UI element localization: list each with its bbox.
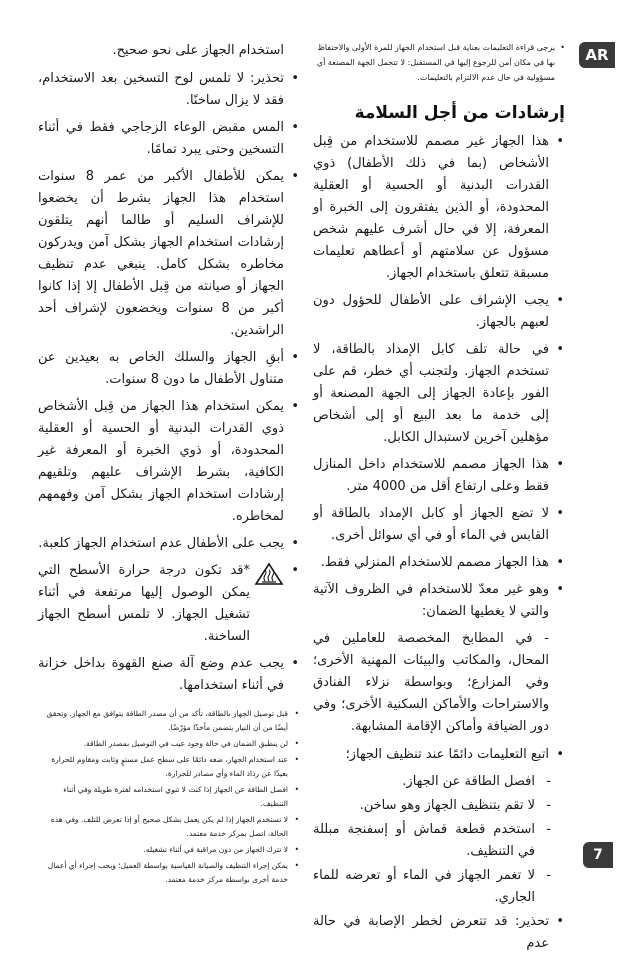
cleaning-step: - لا تقم بتنظيف الجهاز وهو ساخن. [313,795,565,817]
cleaning-step: - استخدم قطعة قماش أو إسفنجة مبللة في التنظيف. [313,819,565,863]
list-item: • يجب على الأطفال عدم استخدام الجهاز كلعبة. [38,533,300,555]
small-note: • لا تستخدم الجهاز إذا لم يكن يعمل بشكل صحيح أو إذا تعرض للتلف. وفي هذه الحالة، اتصل بمركز خدمة معتمد. [38,813,300,841]
small-note: • يمكن إجراء التنظيف والصيانة القياسية بواسطة العميل؛ ويجب إجراء أي أعمال خدمة أخرى بواسطة مركز خدمة معتمد. [38,859,300,887]
list-item: • هذا الجهاز مصمم للاستخدام المنزلي فقط. [313,552,565,574]
cleaning-title: • اتبع التعليمات دائمًا عند تنظيف الجهاز؛ [313,744,565,766]
hot-surface-icon [254,562,284,594]
cleaning-step: - لا تغمر الجهاز في الماء أو تعرضه للماء الجاري. [313,865,565,909]
list-item: • يجب عدم وضع آلة صنع القهوة بداخل خزانة في أثناء استخدامها. [38,653,300,697]
page-number: 7 [583,842,613,868]
list-item: • يمكن استخدام هذا الجهاز من قِبل الأشخاص ذوي القدرات البدنية أو الحسية أو العقلية المحدودة، أو ذوي الخبرة أو المعرفة غير الكافية، بشرط الإشراف عليهم وتلقيهم إرشادات استخدام الجهاز بشكل آمن وفهمهم لمخاطره. [38,396,300,528]
warnings-list [38,68,300,697]
list-item: • يجب الإشراف على الأطفال للحؤول دون لعبهم بالجهاز. [313,290,565,334]
cleaning-step: - افصل الطاقة عن الجهاز. [313,771,565,793]
list-item: • تحذير: قد تتعرض لخطر الإصابة في حالة عدم [313,911,565,955]
cleaning-list [313,744,565,955]
list-item: • أبقِ الجهاز والسلك الخاص به بعيدين عن متناول الأطفال ما دون 8 سنوات. [38,347,300,391]
list-item: • لا تضع الجهاز أو كابل الإمداد بالطاقة أو القابس في الماء أو في أي سوائل أخرى. [313,503,565,547]
small-notes-list [38,707,300,887]
list-item: • هذا الجهاز غير مصمم للاستخدام من قِبل الأشخاص (بما في ذلك الأطفال) ذوي القدرات البدنية أو الحسية أو العقلية المحدودة، أو الذين يفتقرون إلى الخبرة أو المعرفة، إلا في حال أشرف عليهم شخص مسؤول عن سلامتهم أو أعطاهم تعليمات مسبقة تتعلق باستخدام الجهاز. [313,131,565,285]
small-note: • عند استخدام الجهاز، ضعه دائمًا على سطح عمل مستوٍ وثابت ومقاوم للحرارة بعيدًا عن رذاذ الماء وأي مصادر للحرارة. [38,753,300,781]
hot-surface-text: • *قد تكون درجة حرارة الأسطح التي يمكن الوصول إليها مرتفعة في أثناء تشغيل الجهاز. لا تلمس أسطح الجهاز الساخنة. [38,563,250,644]
safety-list [313,131,565,623]
small-note: • لن ينطبق الضمان في حالة وجود عيب في التوصيل بمصدر الطاقة. [38,737,300,751]
list-item: • في حالة تلف كابل الإمداد بالطاقة، لا تستخدم الجهاز. ولتجنب أي خطر، قم على الفور بإعادة الجهاز إلى الجهة المصنعة أو إلى خدمة ما بعد البيع أو إلى أشخاص مؤهلين آخرين لاستبدال الكابل. [313,339,565,449]
small-note: • افصل الطاقة عن الجهاز إذا كنت لا تنوي استخدامه لفترة طويلة وفي أثناء التنظيف. [38,783,300,811]
list-item: • المس مقبض الوعاء الزجاجي فقط في أثناء التسخين وحتى يبرد تمامًا. [38,117,300,161]
list-item: • يمكن للأطفال الأكبر من عمر 8 سنوات استخدام هذا الجهاز بشرط أن يخضعوا للإشراف السليم أو طالما أنهم يتلقون إرشادات استخدام الجهاز بشكل آمن ويدركون مخاطره بشكل كامل. ينبغي عدم تنظيف الجهاز أو صيانته من قِبل الأطفال إلا إذا كانوا أكبر من 8 سنوات ويخضعون لإشراف أحد الراشدين. [38,166,300,342]
continued-text: استخدام الجهاز على نحو صحيح. [112,43,284,58]
right-column [313,40,565,951]
intro-note: • يرجى قراءة التعليمات بعناية قبل استخدام الجهاز للمرة الأولى والاحتفاظ بها في مكان آمن للرجوع إليها في المستقبل: لا تتحمل الجهة المصنعة أي مسؤولية في حال عدم الالتزام بالتعليمات. [313,40,565,85]
small-note: • قبل توصيل الجهاز بالطاقة، تأكد من أن مصدر الطاقة يتوافق مع الجهاز. وتحقق أيضًا من أن التيار يتضمن مأخذًا مؤرّضًا. [38,707,300,735]
list-item: • هذا الجهاز مصمم للاستخدام داخل المنازل فقط وعلى ارتفاع أقل من 4000 متر. [313,454,565,498]
list-item: • وهو غير معدّ للاستخدام في الظروف الآتية والتي لا يغطيها الضمان: [313,579,565,623]
safety-heading: إرشادات من أجل السلامة [354,103,565,123]
conditions-text: - في المطابخ المخصصة للعاملين في المحال، والمكاتب والبيئات المهنية الأخرى؛ وفي المزارع؛ وبواسطة نزلاء الفنادق والاستراحات والأماكن السكنية الأخرى؛ وفي دور الضيافة وأماكن الإقامة المشابهة. [313,631,549,734]
language-badge: AR [579,42,615,68]
hot-surface-item [38,560,300,648]
list-item: • تحذير: لا تلمس لوح التسخين بعد الاستخدام، فقد لا يزال ساخنًا. [38,68,300,112]
small-note: • لا تترك الجهاز من دون مراقبة في أثناء تشغيله. [38,843,300,857]
left-column [38,40,300,884]
